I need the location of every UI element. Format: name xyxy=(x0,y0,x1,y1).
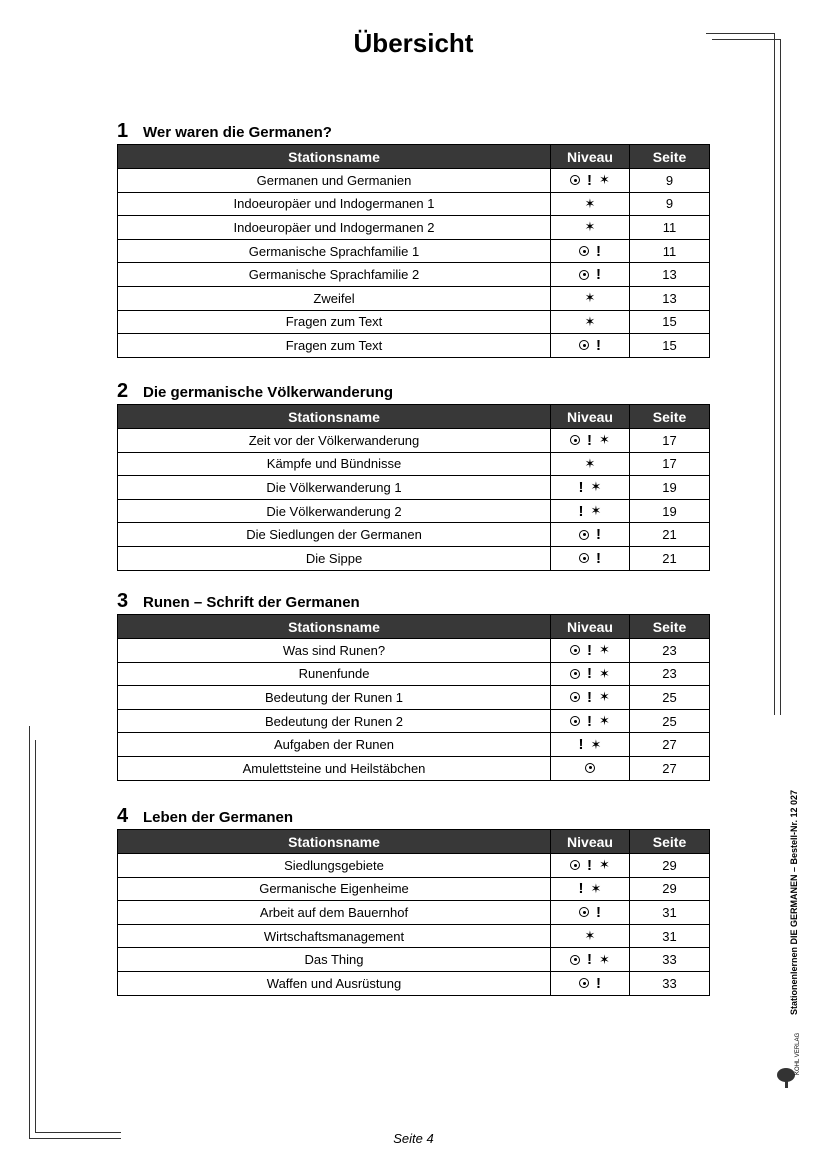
station-name: Waffen und Ausrüstung xyxy=(118,971,551,995)
niveau-cell xyxy=(551,639,630,663)
exclamation-icon: ! xyxy=(596,266,601,284)
station-name: Fragen zum Text xyxy=(118,310,551,334)
niveau-symbols xyxy=(585,928,596,944)
niveau-cell xyxy=(551,429,630,453)
exclamation-icon: ! xyxy=(578,736,584,754)
table-row xyxy=(118,169,710,193)
niveau-symbols xyxy=(579,736,602,753)
page-title: Übersicht xyxy=(353,28,474,58)
niveau-symbols xyxy=(585,456,596,472)
column-header-col2: Niveau xyxy=(551,405,630,429)
exclamation-icon: ! xyxy=(587,712,593,730)
page-ref: 29 xyxy=(630,854,710,878)
table-header-row xyxy=(118,145,710,169)
exclamation-icon: ! xyxy=(587,171,593,189)
niveau-cell xyxy=(551,192,630,216)
niveau-symbols xyxy=(570,857,610,874)
niveau-cell xyxy=(551,476,630,500)
station-name: Indoeuropäer und Indogermanen 1 xyxy=(118,192,551,216)
stations-table xyxy=(117,404,710,571)
page-number: Seite 4 xyxy=(393,1131,434,1146)
section-number: 2 xyxy=(117,380,129,402)
niveau-cell xyxy=(551,877,630,901)
niveau-cell xyxy=(551,901,630,925)
niveau-symbols xyxy=(570,432,610,449)
circle-dot-icon xyxy=(579,907,589,917)
circle-dot-icon xyxy=(579,340,589,350)
niveau-symbols xyxy=(585,314,596,330)
station-name: Arbeit auf dem Bauernhof xyxy=(118,901,551,925)
station-name: Zeit vor der Völkerwanderung xyxy=(118,429,551,453)
niveau-cell xyxy=(551,263,630,287)
niveau-symbols xyxy=(579,503,602,520)
table-row xyxy=(118,239,710,263)
page-ref: 13 xyxy=(630,286,710,310)
column-header-col3: Seite xyxy=(630,615,710,639)
star-icon: ✶ xyxy=(599,951,610,967)
exclamation-icon: ! xyxy=(596,549,601,567)
star-icon: ✶ xyxy=(599,172,610,188)
page-ref: 17 xyxy=(630,452,710,476)
column-header-col3: Seite xyxy=(630,145,710,169)
niveau-symbols xyxy=(579,479,602,496)
table-row xyxy=(118,523,710,547)
niveau-symbols xyxy=(570,642,610,659)
circle-dot-icon xyxy=(570,669,580,679)
star-icon: ✶ xyxy=(599,689,610,705)
circle-dot-icon xyxy=(579,270,589,280)
section-4 xyxy=(117,800,709,996)
frame-line xyxy=(780,39,781,715)
table-row xyxy=(118,263,710,287)
niveau-cell xyxy=(551,948,630,972)
niveau-symbols xyxy=(570,689,610,706)
niveau-cell xyxy=(551,169,630,193)
section-title: Leben der Germanen xyxy=(143,809,294,826)
table-row xyxy=(118,756,710,780)
star-icon: ✶ xyxy=(599,857,610,873)
section-1 xyxy=(117,115,709,358)
niveau-cell xyxy=(551,239,630,263)
table-row xyxy=(118,429,710,453)
section-number: 1 xyxy=(117,120,129,142)
niveau-cell xyxy=(551,523,630,547)
station-name: Das Thing xyxy=(118,948,551,972)
section-2 xyxy=(117,375,709,571)
station-name: Germanen und Germanien xyxy=(118,169,551,193)
circle-dot-icon xyxy=(570,955,580,965)
exclamation-icon: ! xyxy=(587,641,593,659)
star-icon: ✶ xyxy=(584,313,596,329)
page-ref: 19 xyxy=(630,499,710,523)
star-icon: ✶ xyxy=(590,736,602,752)
station-name: Runenfunde xyxy=(118,662,551,686)
niveau-symbols xyxy=(579,550,601,567)
table-row xyxy=(118,948,710,972)
niveau-cell xyxy=(551,310,630,334)
circle-dot-icon xyxy=(570,692,580,702)
circle-dot-icon xyxy=(579,553,589,563)
star-icon: ✶ xyxy=(590,880,602,896)
niveau-cell xyxy=(551,686,630,710)
niveau-cell xyxy=(551,286,630,310)
niveau-symbols xyxy=(585,290,596,306)
star-icon: ✶ xyxy=(584,928,596,944)
frame-line xyxy=(774,33,775,715)
page-ref: 33 xyxy=(630,948,710,972)
circle-dot-icon xyxy=(570,435,580,445)
niveau-symbols xyxy=(585,196,596,212)
exclamation-icon: ! xyxy=(578,478,584,496)
niveau-cell xyxy=(551,546,630,570)
niveau-cell xyxy=(551,334,630,358)
table-row xyxy=(118,192,710,216)
exclamation-icon: ! xyxy=(596,526,601,544)
page-ref: 31 xyxy=(630,924,710,948)
section-number: 3 xyxy=(117,590,129,612)
niveau-cell xyxy=(551,924,630,948)
station-name: Die Sippe xyxy=(118,546,551,570)
table-row xyxy=(118,476,710,500)
niveau-symbols xyxy=(579,243,601,260)
niveau-symbols xyxy=(570,713,610,730)
page-ref: 29 xyxy=(630,877,710,901)
circle-dot-icon xyxy=(579,978,589,988)
stations-table xyxy=(117,829,710,996)
station-name: Die Völkerwanderung 1 xyxy=(118,476,551,500)
page-ref: 31 xyxy=(630,901,710,925)
table-row xyxy=(118,901,710,925)
table-row xyxy=(118,639,710,663)
page-ref: 15 xyxy=(630,310,710,334)
niveau-symbols xyxy=(570,951,610,968)
table-row xyxy=(118,662,710,686)
niveau-symbols xyxy=(579,337,601,354)
niveau-symbols xyxy=(579,880,602,897)
exclamation-icon: ! xyxy=(587,688,593,706)
table-header-row xyxy=(118,405,710,429)
station-name: Aufgaben der Runen xyxy=(118,733,551,757)
table-row xyxy=(118,546,710,570)
star-icon: ✶ xyxy=(599,642,610,658)
page-ref: 25 xyxy=(630,686,710,710)
niveau-cell xyxy=(551,854,630,878)
table-row xyxy=(118,686,710,710)
column-header-col2: Niveau xyxy=(551,830,630,854)
niveau-symbols xyxy=(570,172,610,189)
page-ref: 23 xyxy=(630,639,710,663)
page-ref: 23 xyxy=(630,662,710,686)
page-ref: 11 xyxy=(630,216,710,240)
column-header-col1: Stationsname xyxy=(118,405,551,429)
circle-dot-icon xyxy=(570,645,580,655)
station-name: Kämpfe und Bündnisse xyxy=(118,452,551,476)
station-name: Germanische Sprachfamilie 2 xyxy=(118,263,551,287)
page-ref: 33 xyxy=(630,971,710,995)
exclamation-icon: ! xyxy=(578,880,584,898)
niveau-symbols xyxy=(579,975,601,992)
niveau-symbols xyxy=(585,763,595,773)
column-header-col2: Niveau xyxy=(551,615,630,639)
station-name: Was sind Runen? xyxy=(118,639,551,663)
niveau-symbols xyxy=(579,526,601,543)
table-row xyxy=(118,733,710,757)
niveau-cell xyxy=(551,971,630,995)
niveau-cell xyxy=(551,733,630,757)
star-icon: ✶ xyxy=(590,503,602,519)
table-row xyxy=(118,216,710,240)
section-heading xyxy=(117,375,709,402)
page-ref: 13 xyxy=(630,263,710,287)
circle-dot-icon xyxy=(570,716,580,726)
niveau-cell xyxy=(551,662,630,686)
station-name: Die Völkerwanderung 2 xyxy=(118,499,551,523)
star-icon: ✶ xyxy=(584,455,596,471)
table-row xyxy=(118,854,710,878)
niveau-symbols xyxy=(579,904,601,921)
niveau-cell xyxy=(551,452,630,476)
niveau-cell xyxy=(551,709,630,733)
circle-dot-icon xyxy=(570,860,580,870)
star-icon: ✶ xyxy=(599,432,610,448)
page-ref: 27 xyxy=(630,756,710,780)
column-header-col3: Seite xyxy=(630,405,710,429)
page-ref: 21 xyxy=(630,523,710,547)
table-row xyxy=(118,286,710,310)
page-ref: 15 xyxy=(630,334,710,358)
page-ref: 9 xyxy=(630,169,710,193)
table-row xyxy=(118,971,710,995)
column-header-col1: Stationsname xyxy=(118,830,551,854)
page-ref: 11 xyxy=(630,239,710,263)
table-row xyxy=(118,452,710,476)
stations-table xyxy=(117,614,710,781)
column-header-col1: Stationsname xyxy=(118,145,551,169)
section-heading xyxy=(117,800,709,827)
column-header-col1: Stationsname xyxy=(118,615,551,639)
star-icon: ✶ xyxy=(584,290,596,306)
side-publisher-text: Stationenlernen DIE GERMANEN – Bestell-Nr. 12 027 xyxy=(789,789,799,1015)
page-ref: 17 xyxy=(630,429,710,453)
section-title: Runen – Schrift der Germanen xyxy=(143,594,360,611)
exclamation-icon: ! xyxy=(587,856,593,874)
niveau-symbols xyxy=(570,665,610,682)
exclamation-icon: ! xyxy=(596,974,601,992)
station-name: Wirtschaftsmanagement xyxy=(118,924,551,948)
column-header-col3: Seite xyxy=(630,830,710,854)
frame-line xyxy=(35,740,36,1132)
section-heading xyxy=(117,585,709,612)
station-name: Zweifel xyxy=(118,286,551,310)
star-icon: ✶ xyxy=(584,219,596,235)
star-icon: ✶ xyxy=(590,479,602,495)
exclamation-icon: ! xyxy=(596,903,601,921)
table-header-row xyxy=(118,830,710,854)
stations-table xyxy=(117,144,710,358)
station-name: Amulettsteine und Heilstäbchen xyxy=(118,756,551,780)
table-row xyxy=(118,877,710,901)
exclamation-icon: ! xyxy=(578,502,584,520)
exclamation-icon: ! xyxy=(587,431,593,449)
frame-line xyxy=(29,726,30,1138)
page-ref: 25 xyxy=(630,709,710,733)
table-row xyxy=(118,499,710,523)
niveau-symbols xyxy=(585,219,596,235)
station-name: Germanische Eigenheime xyxy=(118,877,551,901)
column-header-col2: Niveau xyxy=(551,145,630,169)
page-ref: 21 xyxy=(630,546,710,570)
section-title: Wer waren die Germanen? xyxy=(143,124,332,141)
niveau-symbols xyxy=(579,266,601,283)
page-ref: 9 xyxy=(630,192,710,216)
star-icon: ✶ xyxy=(599,713,610,729)
table-row xyxy=(118,924,710,948)
exclamation-icon: ! xyxy=(596,242,601,260)
table-row xyxy=(118,334,710,358)
station-name: Germanische Sprachfamilie 1 xyxy=(118,239,551,263)
station-name: Indoeuropäer und Indogermanen 2 xyxy=(118,216,551,240)
niveau-cell xyxy=(551,216,630,240)
table-row xyxy=(118,310,710,334)
niveau-cell xyxy=(551,756,630,780)
station-name: Bedeutung der Runen 2 xyxy=(118,709,551,733)
page-ref: 27 xyxy=(630,733,710,757)
station-name: Die Siedlungen der Germanen xyxy=(118,523,551,547)
circle-dot-icon xyxy=(579,530,589,540)
station-name: Bedeutung der Runen 1 xyxy=(118,686,551,710)
section-heading xyxy=(117,115,709,142)
circle-dot-icon xyxy=(579,246,589,256)
exclamation-icon: ! xyxy=(596,336,601,354)
section-title: Die germanische Völkerwanderung xyxy=(143,384,394,401)
page-ref: 19 xyxy=(630,476,710,500)
exclamation-icon: ! xyxy=(587,951,593,969)
star-icon: ✶ xyxy=(599,665,610,681)
station-name: Siedlungsgebiete xyxy=(118,854,551,878)
exclamation-icon: ! xyxy=(587,665,593,683)
star-icon: ✶ xyxy=(584,195,596,211)
logo-text: KOHL VERLAG xyxy=(795,1032,801,1075)
section-3 xyxy=(117,585,709,781)
niveau-cell xyxy=(551,499,630,523)
circle-dot-icon xyxy=(570,175,580,185)
table-row xyxy=(118,709,710,733)
station-name: Fragen zum Text xyxy=(118,334,551,358)
circle-dot-icon xyxy=(585,763,595,773)
section-number: 4 xyxy=(117,805,129,827)
table-header-row xyxy=(118,615,710,639)
